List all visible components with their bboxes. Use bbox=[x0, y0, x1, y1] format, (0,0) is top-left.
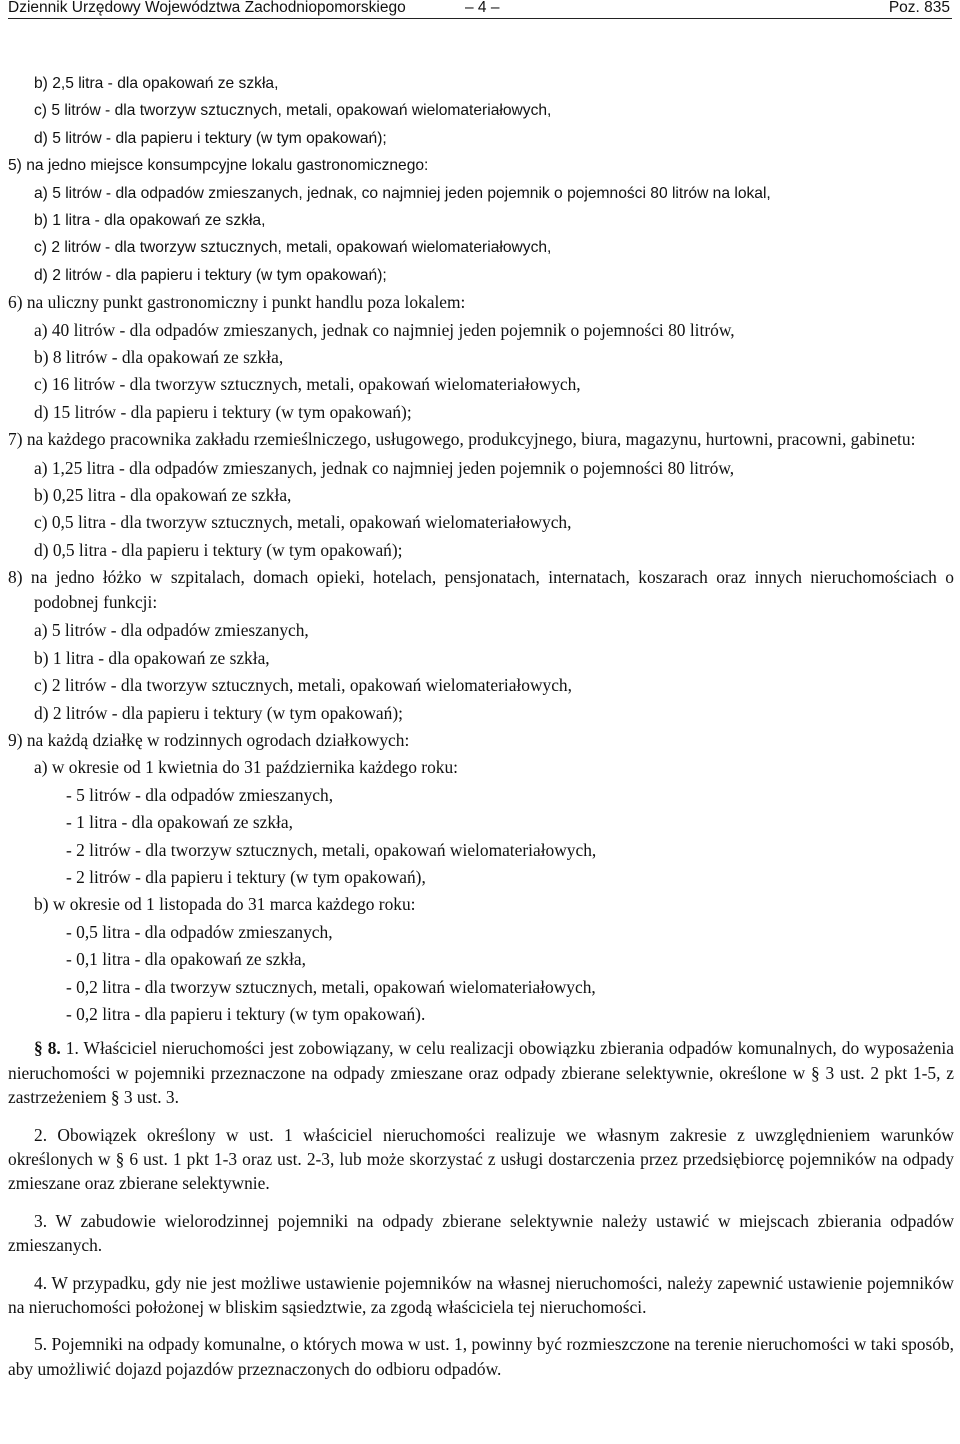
list-item: b) 0,25 litra - dla opakowań ze szkła, bbox=[34, 485, 292, 506]
list-item: d) 0,5 litra - dla papieru i tektury (w tym opakowań); bbox=[34, 539, 403, 560]
list-item: b) 8 litrów - dla opakowań ze szkła, bbox=[34, 346, 284, 367]
list-item: d) 5 litrów - dla papieru i tektury (w tym opakowań); bbox=[34, 129, 387, 147]
list-item: d) 2 litrów - dla papieru i tektury (w tym opakowań); bbox=[34, 266, 387, 284]
document-body bbox=[8, 70, 954, 1394]
section-8-paragraph-2: 2. Obowiązek określony w ust. 1 właściciel nieruchomości realizuje we własnym zakresie z uwzględnieniem warunków określonych w § 6 ust. 1 pkt 1-3 oraz ust. 2-3, lub może skorzystać z usługi dostarczenia przez przedsiębiorcę pojemników na odpady zmieszane oraz zbierane selektywnie. bbox=[8, 1124, 954, 1194]
list-item: b) w okresie od 1 listopada do 31 marca każdego roku: bbox=[34, 894, 416, 915]
list-item: c) 5 litrów - dla tworzyw sztucznych, metali, opakowań wielomateriałowych, bbox=[34, 102, 552, 120]
list-item: b) 1 litra - dla opakowań ze szkła, bbox=[34, 211, 266, 229]
section-8-paragraph-4: 4. W przypadku, gdy nie jest możliwe ustawienie pojemników na własnej nieruchomości, należy zapewnić ustawienie pojemników na nieruchomości położonej w bliskim sąsiedztwie, za zgodą właściciela tej nieruchomości. bbox=[8, 1272, 954, 1317]
section-8-paragraph-1 bbox=[8, 1036, 954, 1109]
list-item: b) 1 litra - dla opakowań ze szkła, bbox=[34, 647, 270, 668]
journal-title: Dziennik Urzędowy Województwa Zachodniopomorskiego bbox=[8, 0, 406, 16]
list-item: - 0,5 litra - dla odpadów zmieszanych, bbox=[66, 921, 333, 942]
paragraph-text: 1. Właściciel nieruchomości jest zobowiązany, w celu realizacji obowiązku zbierania odpadów komunalnych, do wyposażenia nieruchomości w pojemniki przeznaczone na odpady zmieszane oraz odpady zbierane selektywnie, określone w § 3 ust. 2 pkt 1-5, z zastrzeżeniem § 3 ust. 3. bbox=[8, 1038, 954, 1108]
list-item: - 2 litrów - dla papieru i tektury (w tym opakowań), bbox=[66, 866, 426, 887]
list-item: a) 40 litrów - dla odpadów zmieszanych, jednak co najmniej jeden pojemnik o pojemności 80 litrów, bbox=[34, 319, 735, 340]
list-item: a) w okresie od 1 kwietnia do 31 października każdego roku: bbox=[34, 757, 458, 778]
list-item: - 2 litrów - dla tworzyw sztucznych, metali, opakowań wielomateriałowych, bbox=[66, 839, 597, 860]
section-8-paragraph-3: 3. W zabudowie wielorodzinnej pojemniki na odpady zbierane selektywnie należy ustawić w miejscach zbierania odpadów zmieszanych. bbox=[8, 1210, 954, 1256]
list-item: a) 5 litrów - dla odpadów zmieszanych, bbox=[34, 620, 309, 641]
section-heading: § 8. bbox=[34, 1038, 61, 1059]
list-item: - 0,2 litra - dla papieru i tektury (w tym opakowań). bbox=[66, 1003, 426, 1024]
list-item-point: 7) na każdego pracownika zakładu rzemieślniczego, usługowego, produkcyjnego, biura, magazynu, hurtowni, pracowni, gabinetu: bbox=[8, 429, 916, 450]
list-item-point: 6) na uliczny punkt gastronomiczny i punkt handlu poza lokalem: bbox=[8, 292, 466, 313]
list-item: d) 15 litrów - dla papieru i tektury (w tym opakowań); bbox=[34, 401, 412, 422]
page-number: – 4 – bbox=[465, 0, 500, 16]
list-item: - 0,1 litra - dla opakowań ze szkła, bbox=[66, 949, 306, 970]
position-number: Poz. 835 bbox=[888, 0, 950, 16]
list-item-point: 9) na każdą działkę w rodzinnych ogrodach działkowych: bbox=[8, 729, 410, 750]
list-item: c) 16 litrów - dla tworzyw sztucznych, metali, opakowań wielomateriałowych, bbox=[34, 374, 581, 395]
list-item-point: 5) na jedno miejsce konsumpcyjne lokalu gastronomicznego: bbox=[8, 157, 429, 175]
list-item: a) 5 litrów - dla odpadów zmieszanych, jednak, co najmniej jeden pojemnik o pojemności 80 litrów na lokal, bbox=[34, 184, 771, 202]
list-item: - 1 litra - dla opakowań ze szkła, bbox=[66, 812, 293, 833]
list-item: d) 2 litrów - dla papieru i tektury (w tym opakowań); bbox=[34, 702, 403, 723]
list-item-point: 8) na jedno łóżko w szpitalach, domach opieki, hotelach, pensjonatach, internatach, koszarach oraz innych nieruchomościach o podobnej funkcji: bbox=[8, 567, 954, 612]
list-item: a) 1,25 litra - dla odpadów zmieszanych, jednak co najmniej jeden pojemnik o pojemności 80 litrów, bbox=[34, 457, 735, 478]
list-item: - 5 litrów - dla odpadów zmieszanych, bbox=[66, 784, 334, 805]
section-8-paragraph-5: 5. Pojemniki na odpady komunalne, o których mowa w ust. 1, powinny być rozmieszczone na terenie nieruchomości w taki sposób, aby umożliwić dojazd pojazdów przeznaczonych do odbioru odpadów. bbox=[8, 1334, 954, 1379]
list-item: c) 0,5 litra - dla tworzyw sztucznych, metali, opakowań wielomateriałowych, bbox=[34, 512, 572, 533]
list-item: c) 2 litrów - dla tworzyw sztucznych, metali, opakowań wielomateriałowych, bbox=[34, 239, 552, 257]
page-header bbox=[8, 0, 952, 19]
list-item: c) 2 litrów - dla tworzyw sztucznych, metali, opakowań wielomateriałowych, bbox=[34, 675, 572, 696]
list-item: - 0,2 litra - dla tworzyw sztucznych, metali, opakowań wielomateriałowych, bbox=[66, 976, 596, 997]
list-item: b) 2,5 litra - dla opakowań ze szkła, bbox=[34, 75, 279, 92]
